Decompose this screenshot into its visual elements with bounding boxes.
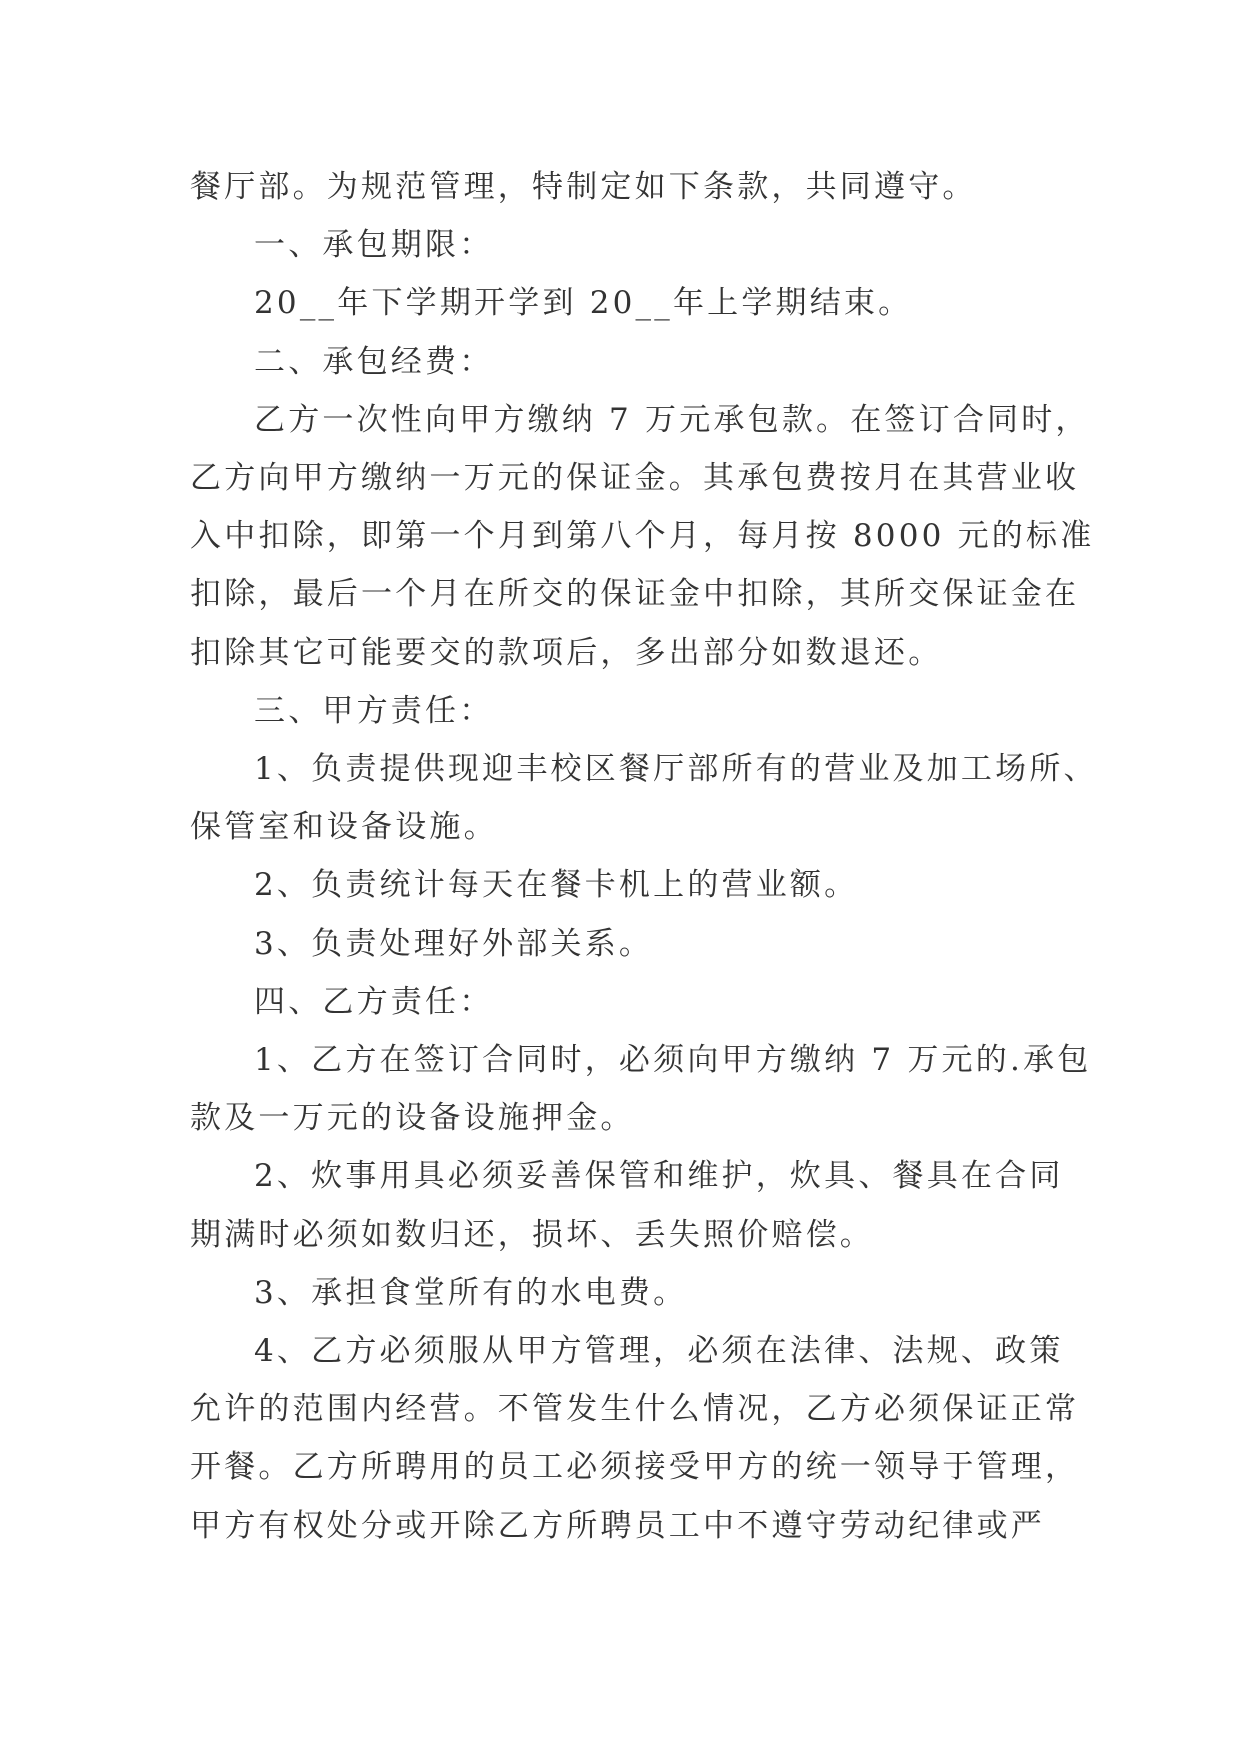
text-line: 乙方向甲方缴纳一万元的保证金。其承包费按月在其营业收: [190, 460, 1080, 497]
text-line: 开餐。乙方所聘用的员工必须接受甲方的统一领导于管理，: [190, 1449, 1080, 1486]
text-line: 三、甲方责任：: [254, 692, 494, 729]
text-line: 4、乙方必须服从甲方管理，必须在法律、法规、政策: [254, 1333, 1064, 1370]
text-line: 扣除其它可能要交的款项后，多出部分如数退还。: [190, 634, 943, 671]
text-line: 2、负责统计每天在餐卡机上的营业额。: [254, 867, 859, 904]
text-line: 1、负责提供现迎丰校区餐厅部所有的营业及加工场所、: [254, 751, 1098, 788]
text-line: 甲方有权处分或开除乙方所聘员工中不遵守劳动纪律或严: [190, 1507, 1045, 1544]
text-line: 1、乙方在签订合同时，必须向甲方缴纳 7 万元的.承包: [254, 1042, 1092, 1079]
text-line: 餐厅部。为规范管理，特制定如下条款，共同遵守。: [190, 169, 977, 205]
text-line: 3、负责处理好外部关系。: [254, 925, 654, 962]
document-body: [190, 158, 1098, 1555]
text-line: 2、炊事用具必须妥善保管和维护，炊具、餐具在合同: [254, 1158, 1064, 1195]
text-line: 20__年下学期开学到 20__年上学期结束。: [254, 285, 913, 322]
text-line: 款及一万元的设备设施押金。: [190, 1100, 635, 1137]
text-line: 四、乙方责任：: [254, 983, 494, 1020]
text-line: 保管室和设备设施。: [190, 809, 498, 846]
text-line: 允许的范围内经营。不管发生什么情况，乙方必须保证正常: [190, 1391, 1080, 1428]
text-line: 乙方一次性向甲方缴纳 7 万元承包款。在签订合同时，: [254, 401, 1090, 438]
text-line: 入中扣除，即第一个月到第八个月，每月按 8000 元的标准: [190, 518, 1095, 555]
text-line: 二、承包经费：: [254, 343, 494, 380]
text-line: 扣除，最后一个月在所交的保证金中扣除，其所交保证金在: [190, 576, 1080, 613]
text-line: 一、承包期限：: [254, 227, 494, 264]
text-line: 3、承担食堂所有的水电费。: [254, 1274, 688, 1311]
text-line: 期满时必须如数归还，损坏、丢失照价赔偿。: [190, 1216, 874, 1253]
